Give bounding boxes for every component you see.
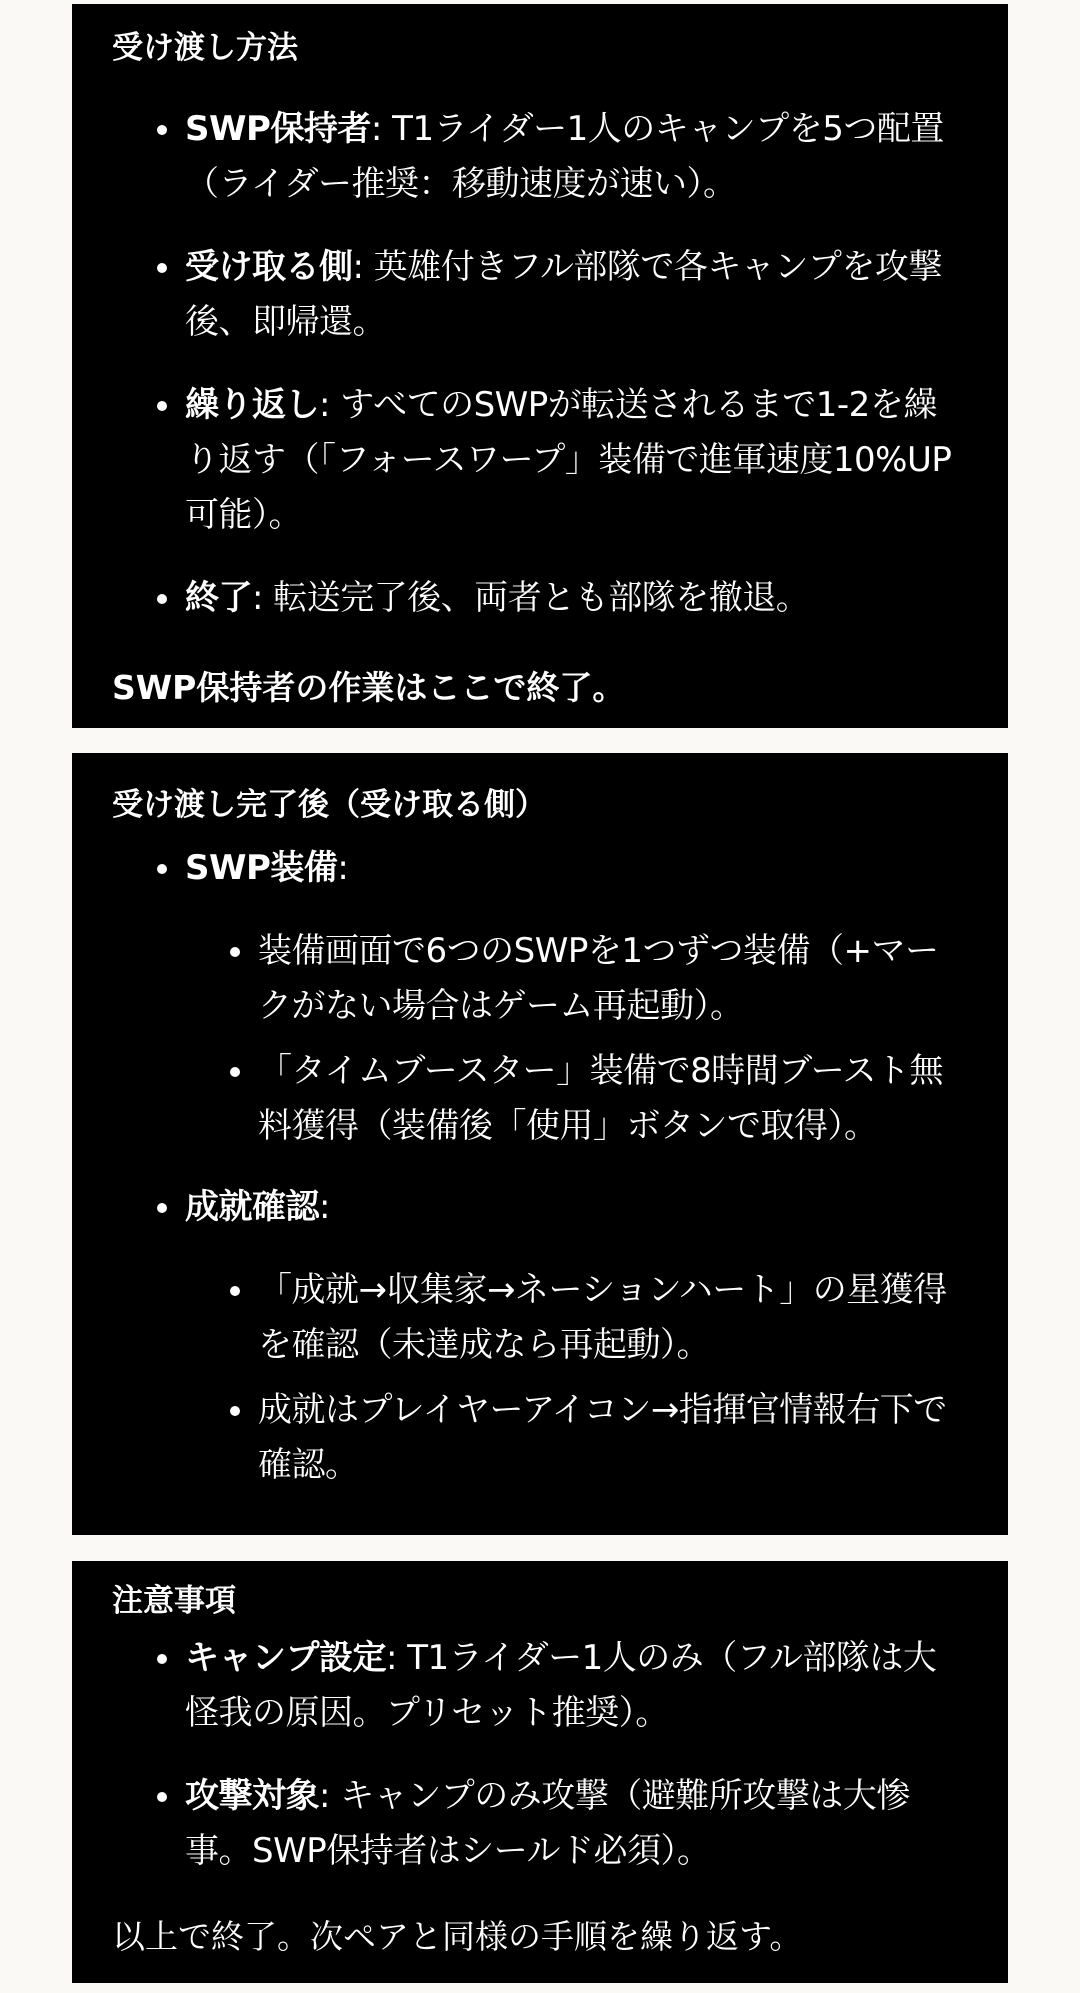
handover-method-card [72,4,1008,728]
item-term: 終了 [185,578,252,618]
sub-list-item: 成就はプレイヤーアイコン→指揮官情報右下で確認。 [185,1383,968,1493]
section-heading: 注意事項 [112,1583,236,1619]
item-term: SWP保持者 [185,109,371,149]
list-item [112,102,968,212]
after-handover-list [112,841,968,1493]
item-text: : T1ライダー1人のみ（フル部隊は大怪我の原因。プリセット推奨）。 [185,1638,937,1733]
section-closing: 以上で終了。次ペアと同様の手順を繰り返す。 [112,1917,803,1956]
item-term: キャンプ設定 [185,1638,386,1678]
item-term: 受け取る側 [185,247,353,287]
section-heading: 受け渡し方法 [112,30,298,66]
item-term: 繰り返し [185,385,319,425]
item-text: : すべてのSWPが転送されるまで1-2を繰り返す（「フォースワープ」装備で進軍速度10%UP可能）。 [185,385,952,535]
list-item [112,841,968,1154]
sub-list [185,1263,968,1493]
after-handover-card [72,753,1008,1535]
sub-list [185,924,968,1154]
item-text: : [337,848,349,888]
item-term: SWP装備 [185,848,338,888]
sub-list-item: 「タイムブースター」装備で8時間ブースト無料獲得（装備後「使用」ボタンで取得）。 [185,1044,968,1154]
item-text: : 英雄付きフル部隊で各キャンプを攻撃後、即帰還。 [185,247,942,342]
list-item [112,571,968,626]
list-item [112,1631,968,1741]
notes-card [72,1561,1008,1983]
item-text: : T1ライダー1人のキャンプを5つ配置（ライダー推奨：移動速度が速い）。 [185,109,944,204]
item-text: : 転送完了後、両者とも部隊を撤退。 [252,578,810,618]
item-text: : キャンプのみ攻撃（避難所攻撃は大惨事。SWP保持者はシールド必須）。 [185,1776,910,1871]
handover-steps-list [112,102,968,626]
item-text: : [319,1187,330,1227]
sub-list-item: 装備画面で6つのSWPを1つずつ装備（+マークがない場合はゲーム再起動）。 [185,924,968,1034]
list-item [112,240,968,350]
list-item [112,378,968,543]
item-term: 攻撃対象 [185,1776,319,1816]
sub-list-item: 「成就→収集家→ネーションハート」の星獲得を確認（未達成なら再起動）。 [185,1263,968,1373]
section-closing: SWP保持者の作業はここで終了。 [112,668,626,707]
list-item [112,1180,968,1493]
item-term: 成就確認 [185,1187,319,1227]
list-item [112,1769,968,1879]
section-heading: 受け渡し完了後（受け取る側） [112,787,546,823]
notes-list [112,1631,968,1879]
